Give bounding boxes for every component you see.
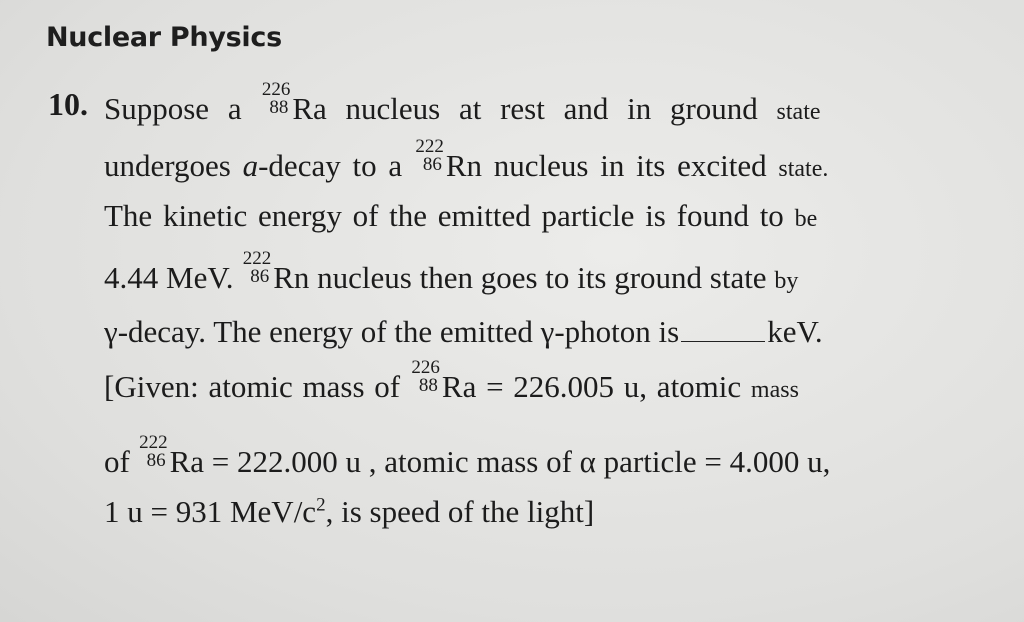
text: be	[794, 206, 818, 232]
question-line-5	[104, 313, 940, 347]
text: -decay to a	[258, 148, 403, 183]
atomic-number: 86	[146, 449, 166, 471]
mass-number: 222	[139, 432, 168, 454]
alpha-symbol: a	[242, 148, 259, 183]
atomic-number: 88	[418, 374, 438, 396]
exponent: 2	[316, 494, 326, 516]
question-line-7	[104, 432, 940, 479]
text: mass	[750, 377, 799, 403]
text: γ-decay. The energy of the emitted γ-photon is	[104, 313, 680, 349]
text: by	[774, 268, 799, 294]
radium-222-symbol	[138, 432, 168, 472]
radium-226-symbol	[260, 79, 291, 119]
mass-number: 222	[415, 136, 444, 158]
atomic-number: 88	[269, 96, 289, 118]
text: 4.44 MeV.	[104, 260, 234, 295]
question-line-3	[104, 200, 940, 231]
text: Rn nucleus in its excited	[445, 148, 767, 183]
atomic-number: 86	[250, 265, 270, 287]
text: 1 u = 931 MeV/c	[104, 494, 317, 529]
mass-number: 226	[411, 357, 440, 379]
question-number: 10.	[48, 86, 88, 122]
question-line-6	[104, 357, 940, 404]
radon-222-symbol	[414, 136, 444, 176]
text: Rn nucleus then goes to its ground state	[273, 260, 767, 295]
radium-226-symbol	[410, 357, 440, 397]
question-line-2	[104, 136, 940, 183]
answer-blank	[681, 313, 765, 342]
text: Ra nucleus at rest and in ground	[292, 91, 758, 126]
text: Ra = 222.000 u , atomic mass of α particle = 4.000 u,	[169, 444, 831, 479]
text: , is speed of the light]	[325, 494, 595, 529]
question-line-8	[104, 496, 940, 527]
text: undergoes	[104, 148, 231, 183]
text: of	[104, 444, 130, 479]
atomic-number: 86	[422, 153, 442, 175]
text: state	[776, 99, 821, 125]
text: [Given: atomic mass of	[104, 369, 401, 404]
radon-222-symbol	[241, 248, 272, 288]
mass-number: 226	[261, 79, 291, 101]
question-line-1	[104, 79, 940, 126]
text: keV.	[767, 313, 823, 349]
text: Ra = 226.005 u, atomic	[441, 369, 742, 404]
text: The kinetic energy of the emitted particle is found to	[104, 198, 784, 233]
question-line-4	[104, 248, 940, 295]
text: state.	[778, 156, 829, 182]
mass-number: 222	[242, 248, 272, 270]
section-heading: Nuclear Physics	[46, 22, 282, 53]
text: Suppose a	[104, 91, 242, 126]
